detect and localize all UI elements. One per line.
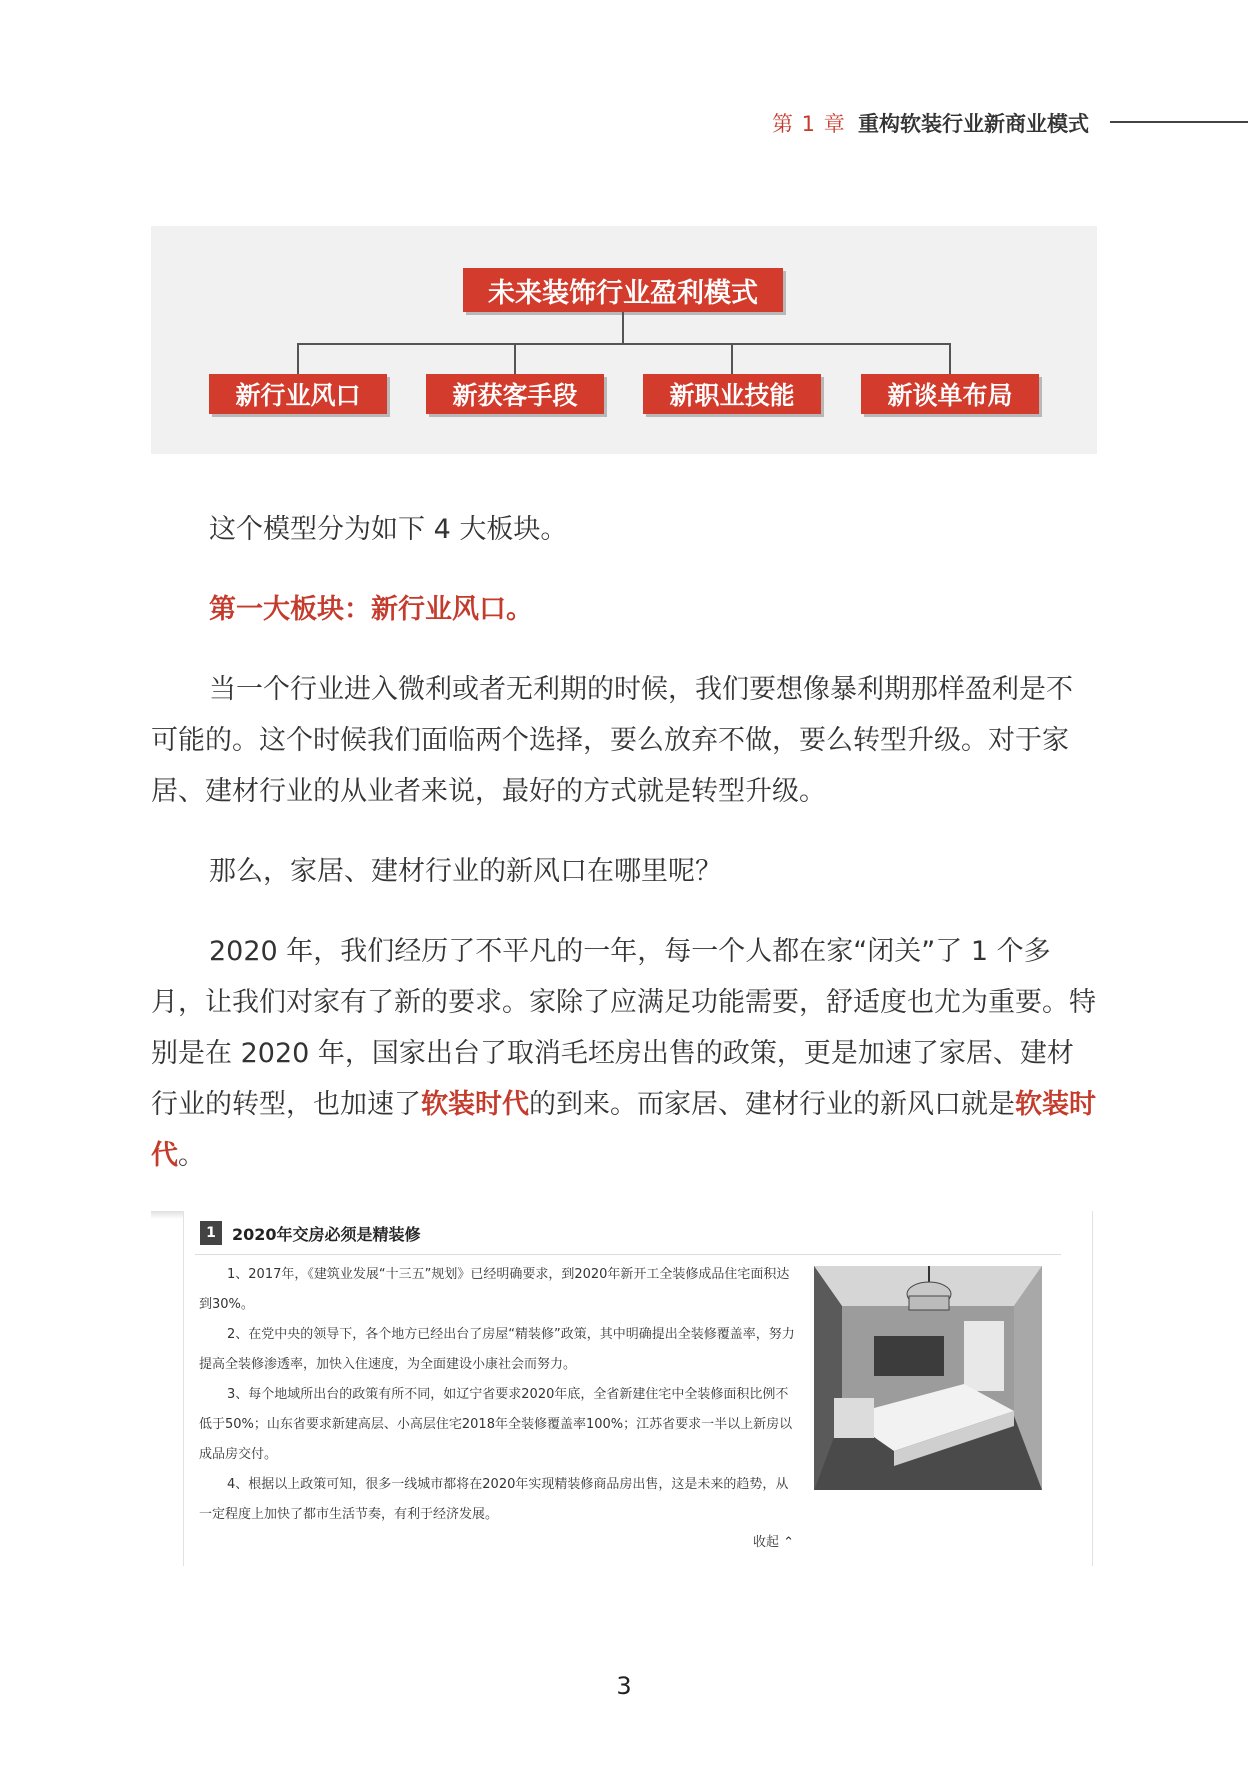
- highlight-soft-decoration-era-2: 软装时代: [151, 1089, 1096, 1171]
- connector-horizontal: [297, 343, 951, 345]
- profit-model-diagram: [151, 226, 1097, 454]
- policy-card-divider: [195, 1254, 1061, 1255]
- paragraph-transition: 当一个行业进入微利或者无利期的时候，我们要想像暴利期那样盈利是不可能的。这个时候我们面临两个选择，要么放弃不做，要么转型升级。对于家居、建材行业的从业者来说，最好的方式就是转型升级。: [151, 674, 1073, 807]
- chapter-number: 第 1 章: [772, 112, 846, 136]
- header-rule: [1110, 121, 1248, 123]
- policy-card-number-badge: 1: [200, 1221, 222, 1245]
- collapse-link[interactable]: 收起 ⌃: [753, 1535, 795, 1550]
- paragraph-2020-part-a: 2020 年，我们经历了不平凡的一年，每一个人都在家“闭关”了 1 个多月，让我们对家有了新的要求。家除了应满足功能需要，舒适度也尤为重要。特别是在 2020 年，国家出台了取消毛坯房出售的政策，更是加速了家居、建材行业的转型，也加速了: [151, 936, 1096, 1120]
- paragraph-2020: [151, 926, 1097, 1181]
- policy-card-body: [199, 1260, 799, 1530]
- connector-child-4: [949, 343, 951, 374]
- paragraph-question: 那么，家居、建材行业的新风口在哪里呢？: [209, 856, 722, 887]
- diagram-child-industry-outlet: 新行业风口: [209, 374, 387, 414]
- running-header: [0, 108, 1248, 138]
- chapter-title: 重构软装行业新商业模式: [858, 112, 1089, 136]
- policy-item-3: 3、每个地域所出台的政策有所不同，如辽宁省要求2020年底，全省新建住宅中全装修面积比例不低于50%；山东省要求新建高层、小高层住宅2018年全装修覆盖率100%；江苏省要求一半以上新房以成品房交付。: [199, 1387, 793, 1462]
- connector-vertical-root: [622, 312, 624, 344]
- diagram-child-customer-acquisition: 新获客手段: [426, 374, 604, 414]
- policy-card-title: 2020年交房必须是精装修: [232, 1224, 421, 1244]
- connector-child-1: [297, 343, 299, 374]
- connector-child-2: [514, 343, 516, 374]
- policy-item-1: 1、2017年，《建筑业发展“十三五”规划》已经明确要求，到2020年新开工全装修成品住宅面积达到30%。: [199, 1267, 790, 1312]
- policy-item-4: 4、根据以上政策可知，很多一线城市都将在2020年实现精装修商品房出售，这是未来的趋势，从一定程度上加快了都市生活节奏，有利于经济发展。: [199, 1477, 789, 1522]
- highlight-soft-decoration-era: 软装时代: [421, 1089, 529, 1120]
- bedroom-photo: [814, 1266, 1042, 1490]
- policy-card-header: [200, 1218, 421, 1248]
- policy-item-2: 2、在党中央的领导下，各个地方已经出台了房屋“精装修”政策，其中明确提出全装修覆盖率，努力提高全装修渗透率，加快入住速度，为全面建设小康社会而努力。: [199, 1327, 795, 1372]
- section-heading-1: 第一大板块：新行业风口。: [209, 594, 533, 625]
- diagram-child-sales-layout: 新谈单布局: [861, 374, 1039, 414]
- paragraph-2020-part-c: 。: [178, 1140, 205, 1171]
- page-number: 3: [616, 1672, 632, 1700]
- bedroom-illustration: [814, 1266, 1042, 1490]
- diagram-root: 未来装饰行业盈利模式: [463, 268, 783, 312]
- paragraph-intro: 这个模型分为如下 4 大板块。: [209, 514, 568, 545]
- connector-child-3: [731, 343, 733, 374]
- diagram-child-professional-skills: 新职业技能: [643, 374, 821, 414]
- paragraph-2020-part-b: 的到来。而家居、建材行业的新风口就是: [529, 1089, 1015, 1120]
